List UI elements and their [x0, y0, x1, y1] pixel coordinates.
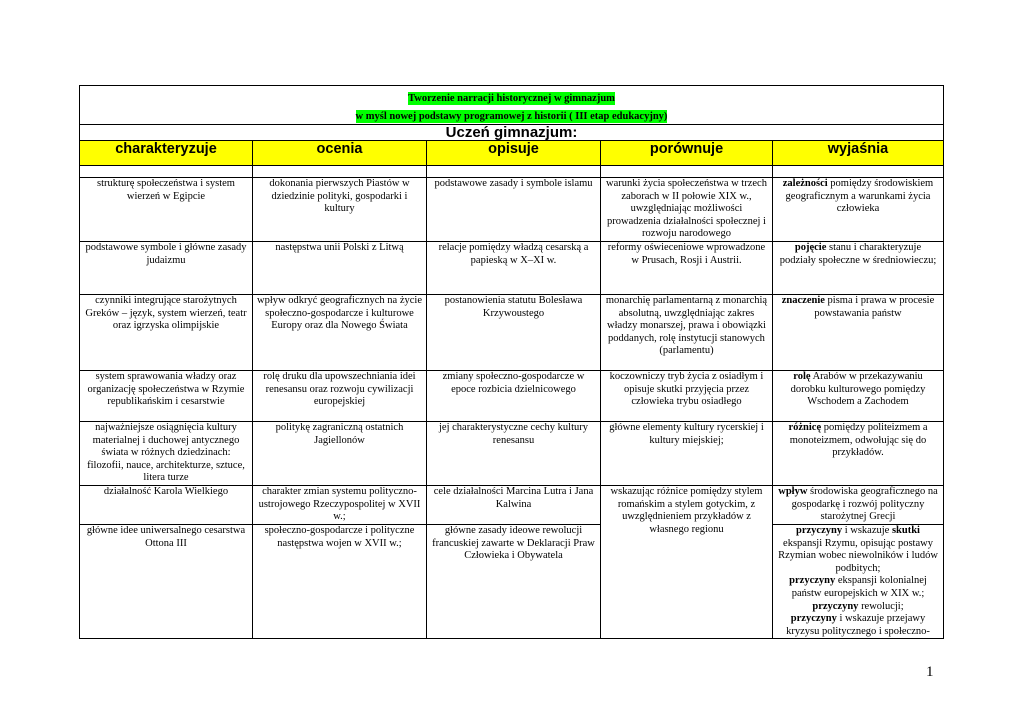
- cell-opisuje: jej charakterystyczne cechy kultury renesansu: [427, 422, 601, 486]
- header-opisuje: opisuje: [427, 141, 601, 166]
- cell-text: środowiska geograficznego na gospodarkę i rozwój polityczny starożytnej Grecji: [791, 486, 938, 523]
- cell-porownuje: koczowniczy tryb życia z osiadłym i opisuje skutki przyjęcia przez człowieka trybu osiadłego: [601, 371, 773, 422]
- table-row: [80, 178, 944, 242]
- header-ocenia: ocenia: [253, 141, 427, 166]
- cell-wyjasnia: [773, 486, 944, 525]
- title-cell: [80, 86, 944, 125]
- table-row: [80, 486, 944, 525]
- header-wyjasnia: wyjaśnia: [773, 141, 944, 166]
- cell-porownuje: warunki życia społeczeństwa w trzech zaborach w II połowie XIX w., uwzględniając możliwości prowadzenia działalności społecznej i rozwoju narodowego: [601, 178, 773, 242]
- cell-charakteryzuje: najważniejsze osiągnięcia kultury materialnej i duchowej antycznego świata w różnych dziedzinach: filozofii, nauce, architekturze, sztuce, litera turze: [80, 422, 253, 486]
- cell-wyjasnia: [773, 422, 944, 486]
- cell-opisuje: postanowienia statutu Bolesława Krzywoustego: [427, 295, 601, 371]
- cell-opisuje: cele działalności Marcina Lutra i Jana Kalwina: [427, 486, 601, 525]
- cell-ocenia: politykę zagraniczną ostatnich Jagiellonów: [253, 422, 427, 486]
- spacer-cell: [773, 166, 944, 178]
- cell-wyjasnia: [773, 371, 944, 422]
- cell-wyjasnia: [773, 242, 944, 295]
- cell-text: i wskazuje: [842, 525, 892, 536]
- keyword: pojęcie: [794, 242, 827, 253]
- cell-text: pomiędzy środowiskiem geograficznym a warunkami życia człowieka: [785, 178, 934, 215]
- keyword: przyczyny: [796, 525, 843, 536]
- cell-ocenia: wpływ odkryć geograficznych na życie społeczno-gospodarcze i kulturowe Europy oraz dla Nowego Świata: [253, 295, 427, 371]
- cell-text: pomiędzy politeizmem a monoteizmem, odwołując się do przykładów.: [789, 422, 928, 459]
- cell-porownuje: główne elementy kultury rycerskiej i kultury miejskiej;: [601, 422, 773, 486]
- cell-text: rewolucji;: [858, 600, 904, 612]
- cell-charakteryzuje: strukturę społeczeństwa i system wierzeń w Egipcie: [80, 178, 253, 242]
- spacer-cell: [80, 166, 253, 178]
- cell-opisuje: główne zasady ideowe rewolucji francuskiej zawarte w Deklaracji Praw Człowieka i Obywatela: [427, 525, 601, 639]
- table-row: [80, 371, 944, 422]
- spacer-cell: [253, 166, 427, 178]
- spacer-cell: [427, 166, 601, 178]
- keyword: przyczyny: [812, 600, 859, 612]
- spacer-cell: [601, 166, 773, 178]
- cell-charakteryzuje: główne idee uniwersalnego cesarstwa Ottona III: [80, 525, 253, 639]
- cell-porownuje: monarchię parlamentarną z monarchią absolutną, uwzględniając zakres władzy monarszej, prawa i obowiązki poddanych, rolę instytucji stanowych (parlamentu): [601, 295, 773, 371]
- cell-opisuje: zmiany społeczno-gospodarcze w epoce rozbicia dzielnicowego: [427, 371, 601, 422]
- cell-wyjasnia: [773, 295, 944, 371]
- cell-text: i wskazuje przejawy kryzysu politycznego i społeczno-: [786, 613, 930, 637]
- cell-charakteryzuje: czynniki integrujące starożytnych Greków – język, system wierzeń, teatr oraz igrzyska olimpijskie: [80, 295, 253, 371]
- cell-ocenia: społeczno-gospodarcze i polityczne następstwa wojen w XVII w.;: [253, 525, 427, 639]
- cell-charakteryzuje: system sprawowania władzy oraz organizację społeczeństwa w Rzymie republikańskim i cesarstwie: [80, 371, 253, 422]
- table-row: [80, 422, 944, 486]
- keyword: zależności: [782, 178, 828, 189]
- cell-text: pisma i prawa w procesie powstawania państw: [814, 295, 935, 319]
- cell-ocenia: następstwa unii Polski z Litwą: [253, 242, 427, 295]
- subtitle: Uczeń gimnazjum:: [80, 125, 944, 141]
- cell-charakteryzuje: działalność Karola Wielkiego: [80, 486, 253, 525]
- keyword: wpływ: [778, 486, 808, 497]
- keyword: znaczenie: [781, 295, 825, 306]
- title-line-1: Tworzenie narracji historycznej w gimnazjum: [408, 93, 615, 104]
- cell-opisuje: podstawowe zasady i symbole islamu: [427, 178, 601, 242]
- cell-ocenia: charakter zmian systemu polityczno-ustrojowego Rzeczypospolitej w XVII w.;: [253, 486, 427, 525]
- header-charakteryzuje: charakteryzuje: [80, 141, 253, 166]
- cell-opisuje: relacje pomiędzy władzą cesarską a papieską w X–XI w.: [427, 242, 601, 295]
- table-row: [80, 242, 944, 295]
- cell-text: ekspansji kolonialnej państw europejskich w XIX w.;: [791, 575, 927, 599]
- cell-ocenia: rolę druku dla upowszechniania idei renesansu oraz rozwoju cywilizacji europejskiej: [253, 371, 427, 422]
- title-line-2: w myśl nowej podstawy programowej z historii ( III etap edukacyjny): [355, 111, 668, 122]
- cell-porownuje: wskazując różnice pomiędzy stylem romańskim a stylem gotyckim, z uwzględnieniem przykładów z własnego regionu: [601, 486, 773, 639]
- header-porownuje: porównuje: [601, 141, 773, 166]
- cell-text: stanu i charakteryzuje podziały społeczne w średniowieczu;: [779, 242, 937, 266]
- cell-wyjasnia: [773, 525, 944, 639]
- table-row: [80, 295, 944, 371]
- cell-charakteryzuje: podstawowe symbole i główne zasady judaizmu: [80, 242, 253, 295]
- cell-ocenia: dokonania pierwszych Piastów w dziedzinie polityki, gospodarki i kultury: [253, 178, 427, 242]
- cell-text: Arabów w przekazywaniu dorobku kulturowego pomiędzy Wschodem a Zachodem: [790, 371, 926, 408]
- curriculum-table: [79, 85, 944, 639]
- cell-wyjasnia: [773, 178, 944, 242]
- keyword: przyczyny: [790, 613, 837, 625]
- table-row: [80, 525, 944, 639]
- cell-text: ekspansji Rzymu, opisując postawy Rzymian wobec niewolników i ludów podbitych;: [778, 537, 938, 574]
- cell-porownuje: reformy oświeceniowe wprowadzone w Prusach, Rosji i Austrii.: [601, 242, 773, 295]
- keyword: różnicę: [788, 422, 822, 433]
- keyword: rolę: [793, 371, 811, 382]
- page-number: 1: [926, 664, 934, 680]
- keyword: skutki: [891, 525, 920, 536]
- keyword: przyczyny: [789, 575, 836, 587]
